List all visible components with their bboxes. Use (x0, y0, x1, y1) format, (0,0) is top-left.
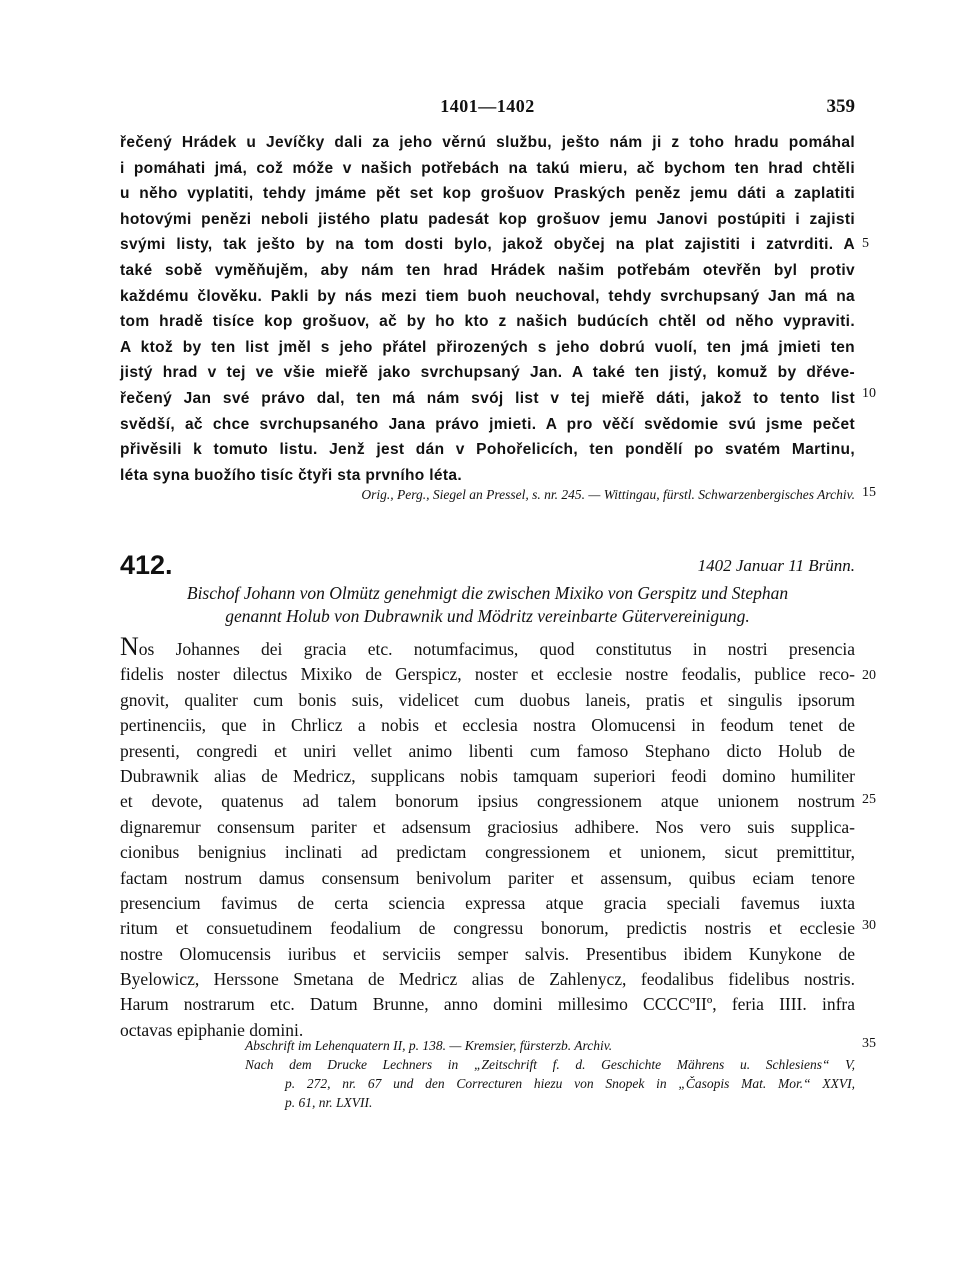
text-line: i pomáhati jmá, což móže v našich potřebách na takú mieru, ač bychom ten hrad chtěli (120, 159, 855, 177)
note-line: Nach dem Drucke Lechners in „Zeitschrift f. d. Geschichte Mährens u. Schlesiens“ V, (245, 1057, 855, 1072)
text-line: pertinenciis, que in Chrlicz a nobis et ecclesia nostra Olomucensi in feodum tenet de (120, 715, 855, 736)
running-title: 1401—1402 (440, 96, 535, 116)
note-line: p. 61, nr. LXVII. (285, 1095, 373, 1110)
text-line: ritum et consuetudinem feodalium de congressu bonorum, predictis nostris et ecclesie (120, 918, 855, 939)
text-line: u něho vyplatiti, tehdy jmáme pět set kop grošuov Praských peněz jemu dáti a zaplatiti (120, 185, 855, 203)
line-number: 20 (862, 668, 876, 683)
document-number: 412. (120, 550, 173, 580)
regest-line: Bischof Johann von Olmütz genehmigt die zwischen Mixiko von Gerspitz und Stephan (186, 583, 789, 603)
line-number: 35 (862, 1036, 876, 1051)
text-line (120, 632, 855, 662)
text-line: svými listy, tak ješto by na tom dosti bylo, jakož obyčej na plat zajistiti i zatvrditi. A (120, 236, 855, 254)
text-line: přivěsili k tomuto listu. Jenž jest dán v Pohořelicích, ten pondělí po svatém Martinu, (120, 441, 855, 459)
source-note: Orig., Perg., Siegel an Pressel, s. nr. 245. — Wittingau, fürstl. Schwarzenbergisches Archiv. (361, 487, 855, 502)
text-line: Harum nostrarum etc. Datum Brunne, anno domini millesimo CCCCºIIº, feria IIII. infra (120, 994, 855, 1015)
text-line: cionibus benignius inclinati ad predictam congressionem et unionem, sicut premittitur, (120, 842, 855, 863)
text-line: factam nostrum damus consensum benivolum pariter et assensum, quibus eciam tenore (120, 867, 855, 888)
text-line: Dubrawnik alias de Medricz, supplicans nobis tamquam superiori feodi domino humiliter (120, 765, 855, 786)
text-line: každému člověku. Pakli by nás mezi tiem buoh neuchoval, tehdy svrchupsaný Jan má na (120, 287, 855, 305)
initial-letter: N (120, 632, 139, 661)
regest-line: genannt Holub von Dubrawnik und Mödritz vereinbarte Gütervereinigung. (225, 606, 750, 626)
line-number: 15 (862, 485, 876, 500)
line-number: 30 (862, 918, 876, 933)
text-line: nostre Olomucensis iuribus et serviciis semper salvis. Presentibus ibidem Kunykone de (120, 943, 855, 964)
text-line: jistý hrad v tej ve všie mieřě jako svrchupsaný Jan. A také ten jistý, komuž by dřéve- (120, 364, 855, 382)
text-line: gnovit, qualiter cum bonis suis, videlicet cum duobus laneis, pratis et singulis ipsorum (120, 689, 855, 710)
note-line: Abschrift im Lehenquatern II, p. 138. — Kremsier, fürsterzb. Archiv. (245, 1038, 613, 1053)
source-note (245, 1036, 855, 1112)
line-number: 25 (862, 792, 876, 807)
text-line: presenti, congredi et uniri vellet animo libenti cum famoso Stephano dicto Holub de (120, 740, 855, 761)
text-line: presencium favimus de certa sciencia expressa atque gracia speciali favemus iuxta (120, 892, 855, 913)
first-line-text: os Johannes dei gracia etc. notumfacimus, quod constitutus in nostri presencia (138, 639, 855, 659)
page-number: 359 (826, 96, 855, 117)
czech-text-block (120, 130, 855, 488)
text-line: řečený Jan své právo dal, ten má nám svój list v tej mieřě dáti, jakož to tento list (120, 389, 855, 407)
text-line: tom hradě tisíce kop grošuov, ač by ho kto z našich budúcích chtěl od něho vypraviti. (120, 313, 855, 331)
text-line: řečený Hrádek u Jevíčky dali za jeho věrnú službu, ješto nám ji z toho hradu pomáhal (120, 134, 855, 151)
regest (120, 582, 855, 628)
text-line: fidelis noster dilectus Mixiko de Gerspicz, noster et ecclesie nostre feodalis, publice reco- (120, 664, 855, 685)
latin-text-block (120, 632, 855, 1043)
document-date: 1402 Januar 11 Brünn. (697, 556, 855, 575)
text-line: také sobě vyměňujěm, aby nám ten hrad Hrádek našim potřebám otevřěn byl protiv (120, 261, 855, 279)
text-line: Byelowicz, Herssone Smetana de Medricz alias de Zahlenycz, feodalibus fidelibus nostris. (120, 969, 855, 990)
line-number: 5 (862, 236, 869, 251)
text-line: octavas epiphanie domini. (120, 1019, 304, 1040)
note-line: p. 272, nr. 67 und den Correcturen hiezu von Snopek in „Časopis Mat. Mor.“ XXVI, (285, 1076, 855, 1091)
line-number: 10 (862, 386, 876, 401)
text-line: et devote, quatenus ad talem bonorum ipsius congressionem atque unionem nostrum (120, 791, 855, 812)
text-line: svědší, ač chce svrchupsaného Jana právo jmieti. A pro věčí svědomie svú jsme pečet (120, 415, 855, 433)
text-line: hotovými penězi neboli jistého platu padesát kop grošuov jemu Janovi postúpiti i zajisti (120, 210, 855, 228)
text-line: dignaremur consensum pariter et adsensum graciosius adhibere. Nos vero suis supplica- (120, 816, 855, 837)
text-line: A ktož by ten list jměl s jeho přátel přirozených s jeho dobrú vuolí, ten jmá jmieti ten (120, 338, 855, 356)
text-line: léta syna buožího tisíc čtyři sta prvního léta. (120, 466, 463, 484)
running-head (120, 96, 855, 118)
